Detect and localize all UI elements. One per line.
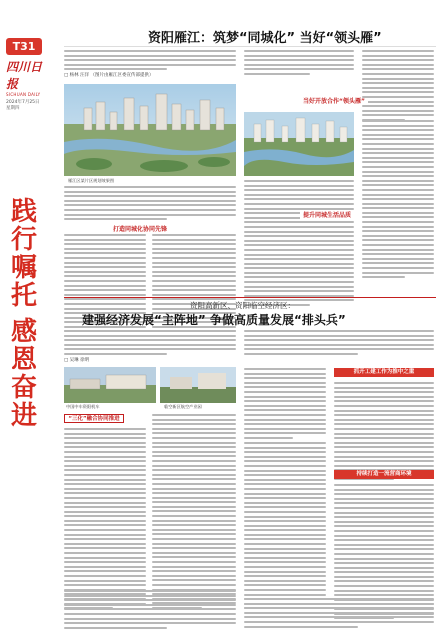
city-aerial-photo — [64, 84, 236, 176]
top-story-title — [148, 27, 382, 46]
issue-weekday: 星期四 — [6, 106, 20, 111]
feature-lead-left — [64, 330, 236, 358]
feature-byline: □ 吴琳 徐明 — [64, 358, 90, 363]
page-number-badge: T31 — [6, 38, 42, 55]
top-lead-text-right — [244, 50, 354, 78]
section-header-open-cooperation: 当好开放合作“领头雁” — [300, 96, 368, 105]
feature-bottom-left — [64, 590, 236, 631]
top-story-headline: 筑梦“同城化” 当好“领头雁” — [213, 31, 382, 46]
paper-name-english: SICHUAN DAILY — [6, 92, 41, 97]
feature-photo-a-caption: 中国中车资阳机车 — [66, 404, 100, 409]
feature-photo-a — [64, 367, 156, 403]
issue-date: 2024年7月25日 — [6, 100, 40, 105]
city-photo-caption: 雁江区某片区规划效果图 — [68, 178, 115, 183]
feature-section-1: “三化”融合协同推进 — [64, 414, 124, 423]
feature-photo-b — [160, 367, 236, 403]
top-story-byline: □ 杨林 汪洋 （图片由雁江区委宣传部提供） — [64, 73, 154, 78]
section-header-coordination: 打造同城化协同先锋 — [110, 224, 170, 233]
top-col4-text — [362, 120, 434, 281]
feature-bottom-right — [244, 598, 434, 630]
feature-col2-text — [244, 368, 326, 442]
feature-title: 建强经济发展“主阵地” 争做高质量发展“排头兵” — [82, 313, 346, 327]
slogan-line-1: 践行嘱托 — [10, 197, 37, 311]
top-col-right-text — [362, 50, 434, 124]
story-divider — [64, 297, 436, 298]
title-rule — [64, 46, 436, 47]
feature-lead-right — [244, 330, 434, 358]
feature-col1b-text — [152, 414, 236, 612]
slogan-line-2: 感恩奋进 — [10, 317, 37, 431]
feature-photo-b-caption: 临空新区航空产业园 — [164, 404, 202, 409]
feature-badge-1: 抓开工建工作为推中之重 — [334, 368, 434, 377]
feature-col3-text — [334, 382, 434, 483]
top-col1-text-a — [64, 186, 236, 223]
top-col3-text — [244, 180, 354, 309]
feature-badge-2: 持续打造一流营商环境 — [334, 470, 434, 479]
feature-col1-text — [64, 428, 146, 612]
paper-name: 四川日报 — [6, 60, 43, 91]
riverside-photo — [244, 112, 354, 176]
feature-kicker: 资阳高新区、资阳临空经济区： — [190, 301, 295, 310]
masthead — [6, 38, 48, 111]
top-lead-text — [64, 50, 236, 73]
feature-col2b-text — [244, 442, 326, 612]
section-header-life-quality: 提升同城生活品质 — [300, 210, 354, 219]
top-story-kicker: 资阳雁江： — [148, 31, 214, 46]
